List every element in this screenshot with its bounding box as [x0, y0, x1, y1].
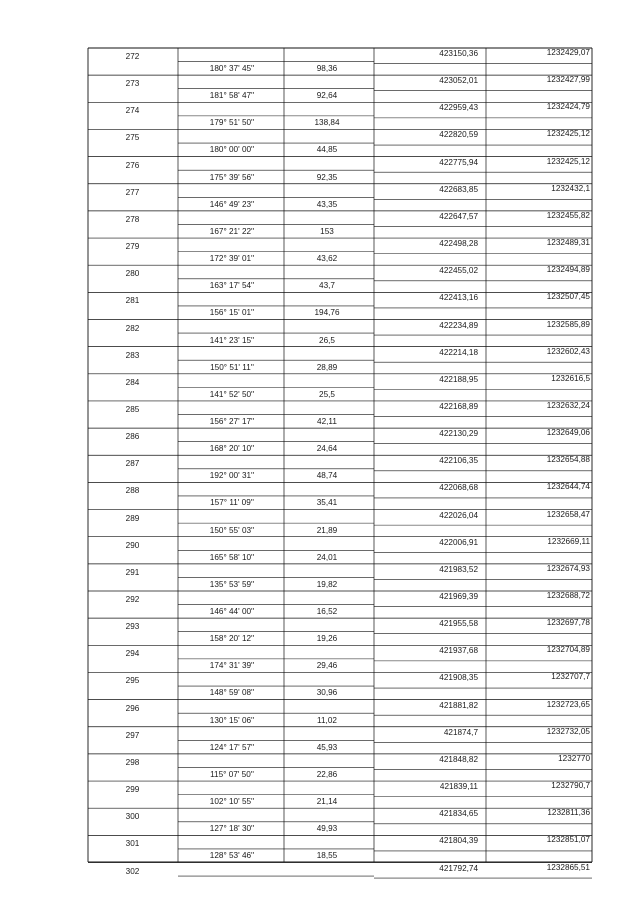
point-number: 286	[125, 432, 140, 442]
side-length: 98,36	[316, 64, 338, 73]
y-coordinate: 1232851,07	[546, 835, 590, 845]
side-length: 30,96	[316, 688, 338, 698]
x-coordinate: 423052,01	[439, 76, 478, 86]
side-length: 11,02	[317, 715, 337, 725]
side-length: 48,74	[316, 471, 338, 481]
x-coordinate: 422214,18	[439, 347, 478, 357]
y-coordinate: 1232723,65	[546, 699, 590, 709]
x-coordinate: 421983,52	[439, 564, 478, 574]
point-number: 272	[125, 52, 140, 61]
point-number: 295	[125, 676, 140, 686]
y-coordinate: 1232602,43	[546, 346, 590, 356]
y-coordinate: 1232688,72	[546, 591, 590, 600]
point-number: 279	[125, 242, 140, 252]
point-number: 281	[125, 296, 140, 306]
direction-angle: 150° 51' 11''	[210, 362, 254, 372]
side-length: 92,64	[316, 91, 338, 101]
direction-angle: 141° 23' 15''	[209, 335, 255, 345]
point-number: 299	[125, 785, 140, 795]
side-length: 18,55	[316, 851, 338, 861]
side-length: 25,5	[319, 389, 335, 399]
direction-angle: 180° 37' 45''	[209, 64, 255, 73]
x-coordinate: 422106,35	[439, 456, 478, 466]
point-number: 291	[125, 567, 140, 577]
side-length: 28,89	[316, 362, 338, 372]
y-coordinate: 1232770	[558, 753, 590, 763]
direction-angle: 163° 17' 54''	[209, 281, 255, 291]
x-coordinate: 422026,04	[439, 510, 478, 520]
side-length: 138,84	[314, 118, 340, 128]
point-number: 273	[125, 79, 140, 89]
direction-angle: 158° 20' 12''	[209, 634, 255, 644]
x-coordinate: 421908,35	[439, 673, 478, 683]
y-coordinate: 1232425,12	[546, 129, 590, 139]
x-coordinate: 421804,39	[439, 836, 478, 846]
x-coordinate: 422068,68	[439, 483, 478, 493]
y-coordinate: 1232790,7	[551, 781, 590, 791]
side-length: 42,11	[317, 416, 337, 426]
side-length: 43,7	[319, 281, 335, 291]
direction-angle: 168° 20' 10''	[209, 444, 255, 454]
y-coordinate: 1232732,05	[546, 726, 590, 736]
point-number: 284	[125, 377, 140, 387]
point-number: 275	[125, 133, 140, 143]
point-number: 276	[125, 160, 140, 170]
direction-angle: 181° 58' 47''	[209, 91, 255, 101]
direction-angle: 165° 58' 10''	[209, 552, 255, 562]
y-coordinate: 1232865,51	[546, 862, 590, 872]
side-length: 153	[320, 226, 334, 236]
x-coordinate: 421839,11	[439, 782, 478, 792]
y-coordinate: 1232489,31	[546, 238, 590, 248]
x-coordinate: 423150,36	[439, 49, 478, 58]
direction-angle: 130° 15' 06''	[209, 715, 255, 725]
side-length: 24,01	[316, 552, 338, 562]
direction-angle: 127° 18' 30''	[209, 824, 255, 834]
side-length: 194,76	[314, 308, 340, 318]
y-coordinate: 1232427,99	[546, 75, 590, 85]
x-coordinate: 422413,16	[439, 293, 478, 303]
side-length: 16,52	[316, 607, 338, 616]
point-number: 297	[125, 730, 140, 740]
point-number: 294	[125, 649, 140, 659]
point-number: 292	[125, 595, 140, 604]
point-number: 278	[125, 214, 140, 224]
side-length: 26,5	[319, 335, 335, 345]
x-coordinate: 422820,59	[439, 130, 478, 140]
x-coordinate: 422130,29	[439, 429, 478, 439]
x-coordinate: 421937,68	[439, 646, 478, 656]
side-length: 24,64	[316, 444, 338, 454]
direction-angle: 146° 49' 23''	[209, 199, 255, 209]
x-coordinate: 422959,43	[439, 103, 478, 113]
y-coordinate: 1232616,5	[551, 373, 590, 383]
direction-angle: 167° 21' 22''	[209, 226, 255, 236]
y-coordinate: 1232811,36	[547, 808, 590, 818]
y-coordinate: 1232649,06	[546, 428, 590, 438]
point-number: 289	[125, 513, 140, 523]
direction-angle: 175° 39' 56''	[209, 172, 255, 182]
x-coordinate: 421792,74	[439, 863, 478, 873]
y-coordinate: 1232658,47	[546, 509, 590, 519]
y-coordinate: 1232455,82	[546, 210, 590, 220]
x-coordinate: 421881,82	[439, 700, 478, 710]
x-coordinate: 422006,91	[439, 537, 478, 547]
x-coordinate: 421969,39	[439, 592, 478, 601]
y-coordinate: 1232697,78	[546, 618, 590, 628]
x-coordinate: 422455,02	[439, 266, 478, 276]
point-number: 293	[125, 622, 140, 632]
direction-angle: 124° 17' 57''	[209, 742, 255, 752]
point-number: 302	[125, 866, 140, 876]
direction-angle: 141° 52' 50''	[209, 389, 255, 399]
x-coordinate: 422498,28	[439, 239, 478, 249]
y-coordinate: 1232674,93	[546, 563, 590, 573]
x-coordinate: 421874,7	[443, 727, 478, 737]
x-coordinate: 422683,85	[439, 184, 478, 194]
y-coordinate: 1232425,12	[546, 156, 590, 166]
side-length: 43,62	[316, 254, 338, 264]
direction-angle: 157° 11' 09''	[210, 498, 254, 508]
direction-angle: 156° 15' 01''	[209, 308, 255, 318]
direction-angle: 148° 59' 08''	[209, 688, 255, 698]
direction-angle: 172° 39' 01''	[209, 254, 255, 264]
side-length: 19,82	[316, 579, 338, 589]
point-number: 287	[125, 459, 140, 469]
x-coordinate: 422168,89	[439, 401, 478, 411]
direction-angle: 128° 53' 46''	[209, 851, 255, 861]
side-length: 21,14	[316, 797, 338, 807]
point-number: 288	[125, 486, 140, 496]
point-number: 274	[125, 106, 140, 116]
side-length: 19,26	[316, 634, 338, 644]
y-coordinate: 1232507,45	[546, 292, 590, 302]
point-number: 290	[125, 540, 140, 550]
side-length: 49,93	[316, 824, 338, 834]
point-number: 282	[125, 323, 140, 333]
y-coordinate: 1232669,11	[547, 536, 590, 546]
direction-angle: 102° 10' 55''	[209, 797, 255, 807]
y-coordinate: 1232644,74	[546, 482, 590, 492]
direction-angle: 156° 27' 17''	[209, 416, 255, 426]
y-coordinate: 1232632,24	[546, 400, 590, 410]
x-coordinate: 422234,89	[439, 320, 478, 330]
x-coordinate: 422188,95	[439, 374, 478, 384]
direction-angle: 180° 00' 00''	[209, 145, 255, 155]
y-coordinate: 1232424,79	[546, 102, 590, 112]
direction-angle: 135° 53' 59''	[209, 579, 255, 589]
direction-angle: 179° 51' 50''	[209, 118, 255, 128]
point-number: 285	[125, 404, 140, 414]
y-coordinate: 1232707,7	[551, 672, 590, 682]
side-length: 44,85	[316, 145, 338, 155]
side-length: 43,35	[316, 199, 338, 209]
direction-angle: 150° 55' 03''	[209, 525, 255, 535]
x-coordinate: 421834,65	[439, 809, 478, 819]
point-number: 301	[125, 839, 140, 849]
direction-angle: 192° 00' 31''	[209, 471, 255, 481]
y-coordinate: 1232654,88	[546, 455, 590, 465]
direction-angle: 115° 07' 50''	[210, 769, 254, 779]
x-coordinate: 421848,82	[439, 754, 478, 764]
side-length: 35,41	[316, 498, 338, 508]
point-number: 298	[125, 757, 140, 767]
y-coordinate: 1232432,1	[551, 183, 590, 193]
y-coordinate: 1232429,07	[546, 48, 590, 57]
x-coordinate: 422647,57	[439, 211, 478, 221]
y-coordinate: 1232494,89	[546, 265, 590, 275]
side-length: 92,35	[316, 172, 338, 182]
point-number: 300	[125, 812, 140, 822]
side-length: 22,86	[316, 769, 338, 779]
point-number: 277	[125, 187, 140, 197]
point-number: 296	[125, 703, 140, 713]
point-number: 283	[125, 350, 140, 360]
y-coordinate: 1232585,89	[546, 319, 590, 329]
x-coordinate: 422775,94	[439, 157, 478, 167]
x-coordinate: 421955,58	[439, 619, 478, 629]
direction-angle: 174° 31' 39''	[209, 661, 255, 671]
side-length: 29,46	[316, 661, 338, 671]
point-number: 280	[125, 269, 140, 279]
y-coordinate: 1232704,89	[546, 645, 590, 655]
side-length: 21,89	[316, 525, 338, 535]
side-length: 45,93	[316, 742, 338, 752]
direction-angle: 146° 44' 00''	[209, 607, 255, 616]
